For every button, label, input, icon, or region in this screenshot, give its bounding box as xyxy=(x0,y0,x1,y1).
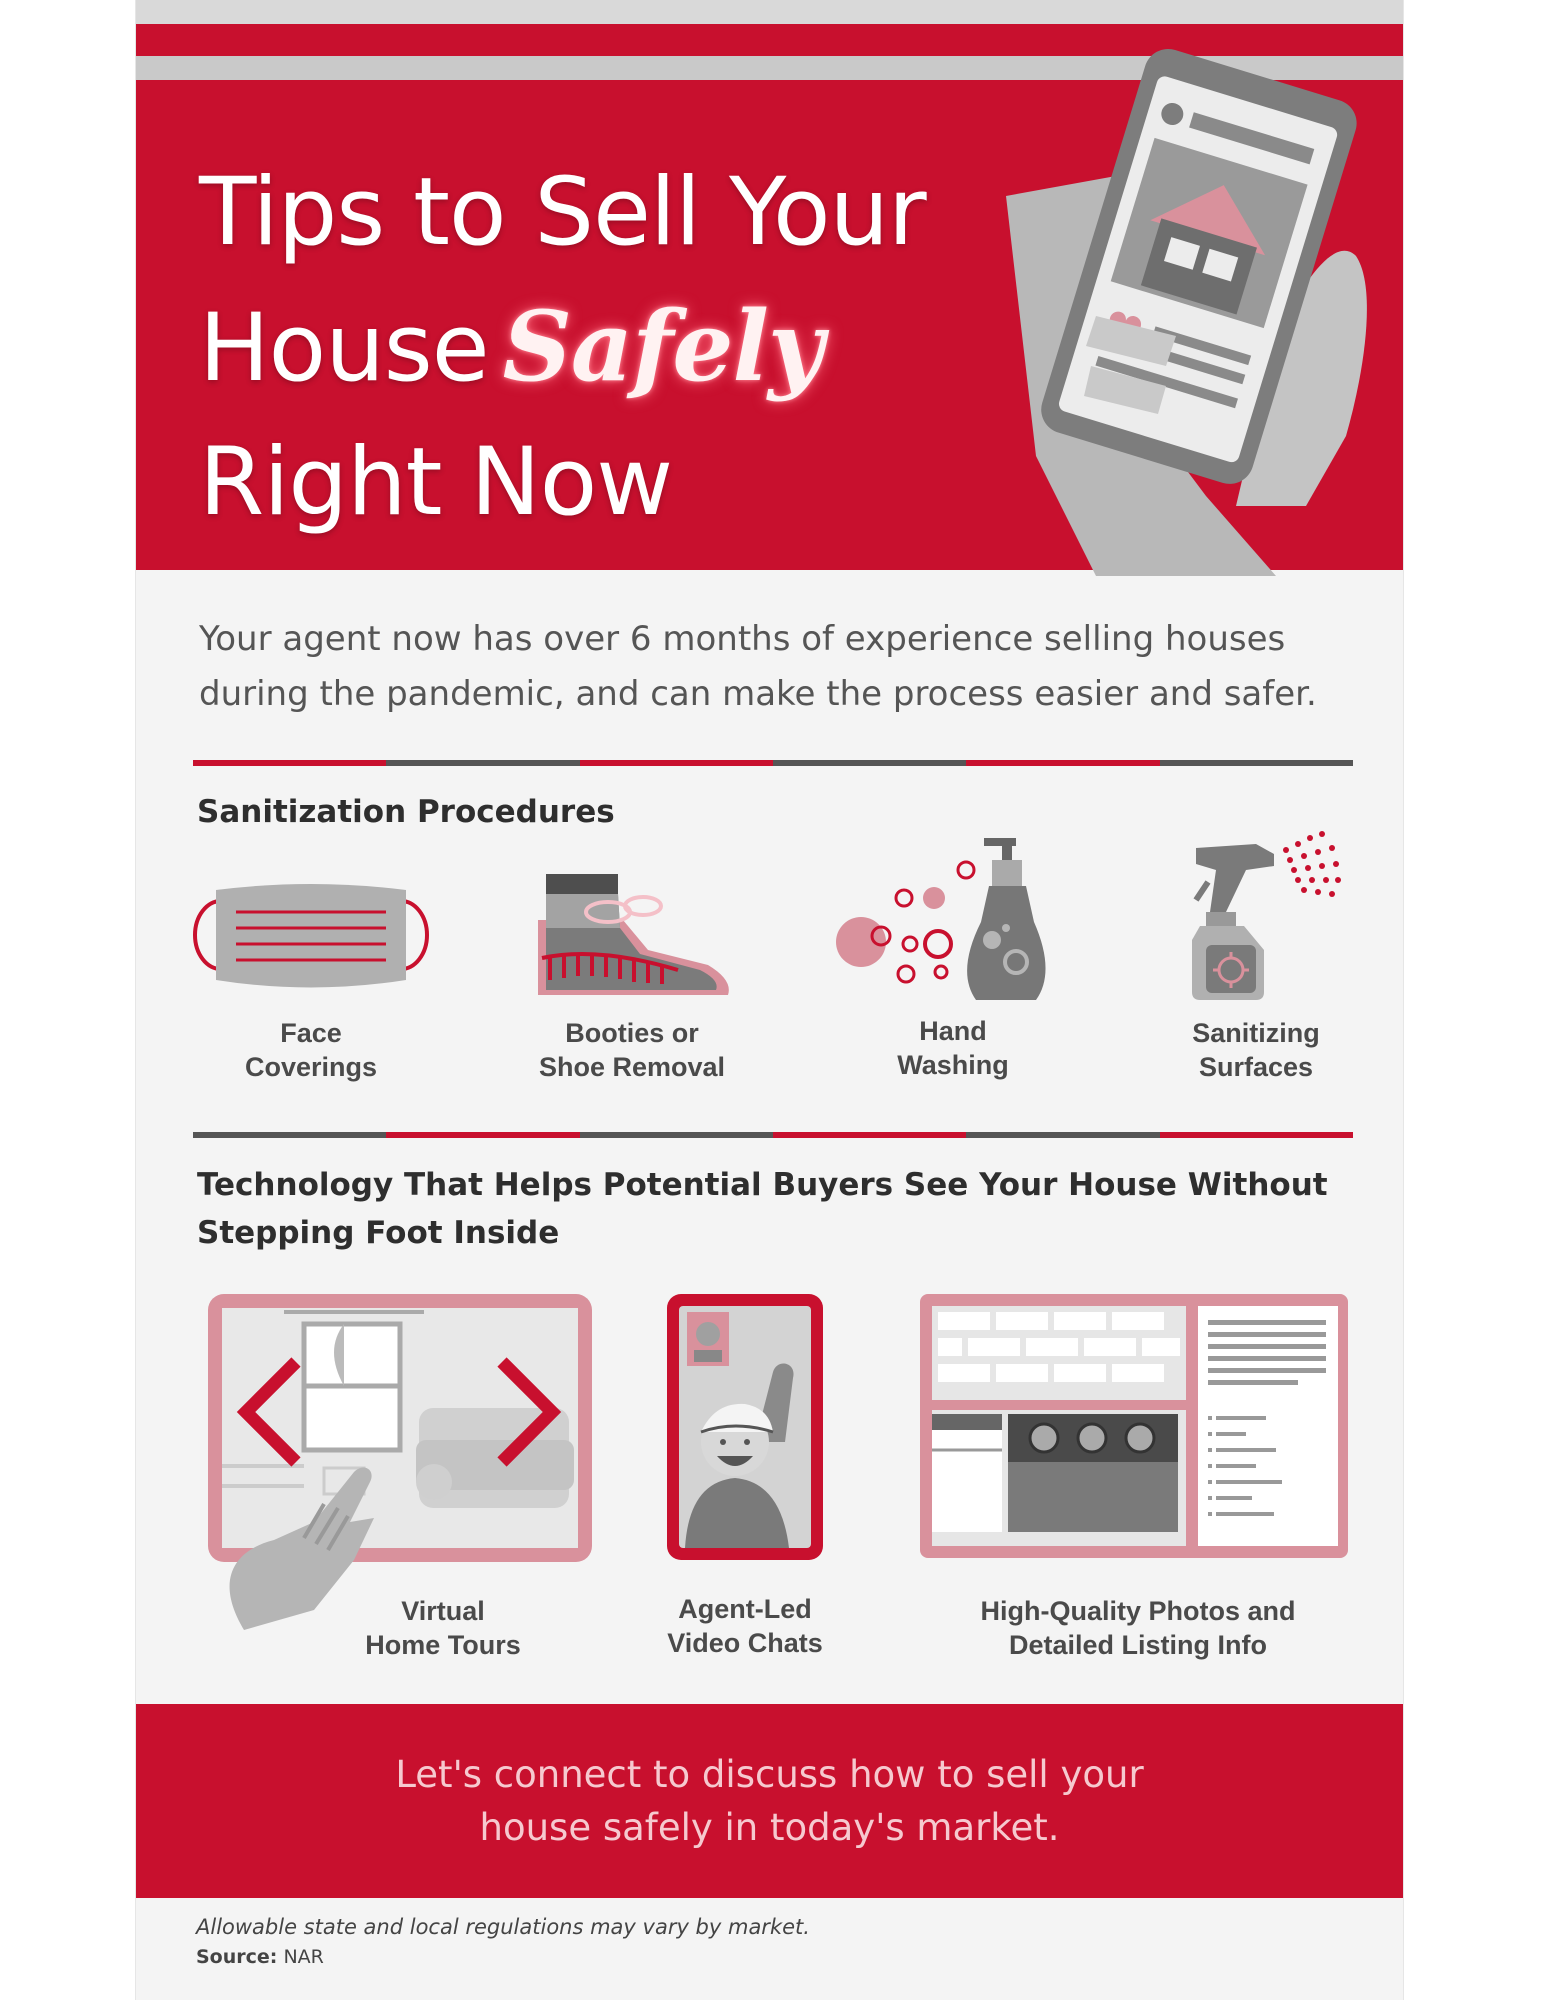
spray-bottle-icon xyxy=(1186,820,1346,1005)
shoe-bootie-icon xyxy=(528,870,738,1005)
hero-banner xyxy=(136,80,1403,570)
intro-line-1: Your agent now has over 6 months of experience selling houses xyxy=(199,619,1286,659)
regulation-note: Allowable state and local regulations may vary by market. xyxy=(196,1915,810,1939)
caption-video-chats xyxy=(610,1592,880,1660)
caption-line-2: Video Chats xyxy=(667,1628,823,1658)
cta-text xyxy=(136,1748,1403,1854)
soap-dispenser-icon xyxy=(826,832,1056,1004)
caption-line-2: Detailed Listing Info xyxy=(1008,1630,1267,1660)
caption-sanitizing-surfaces xyxy=(1121,1016,1391,1084)
title-line-1: Tips to Sell Your xyxy=(199,158,926,267)
source-label: Source: xyxy=(196,1946,278,1968)
technology-title-line-1: Technology That Helps Potential Buyers See Your House Without xyxy=(197,1167,1328,1203)
technology-title xyxy=(197,1161,1357,1257)
section-divider-2 xyxy=(193,1132,1353,1138)
cta-line-1: Let's connect to discuss how to sell your xyxy=(395,1753,1144,1796)
caption-line-1: Booties or xyxy=(565,1018,699,1048)
intro-line-2: during the pandemic, and can make the process easier and safer. xyxy=(199,674,1317,714)
caption-line-1: Sanitizing xyxy=(1192,1018,1320,1048)
caption-line-1: Agent-Led xyxy=(678,1594,812,1624)
title-line-2 xyxy=(199,280,926,416)
source-value: NAR xyxy=(283,1946,324,1968)
title-line-2-plain: House xyxy=(199,294,489,403)
source-line xyxy=(196,1946,324,1968)
caption-booties xyxy=(497,1016,767,1084)
intro-paragraph xyxy=(199,612,1349,722)
caption-hand-washing xyxy=(818,1014,1088,1082)
caption-line-2: Washing xyxy=(897,1050,1009,1080)
page-title xyxy=(199,146,926,550)
caption-line-1: Virtual xyxy=(401,1596,485,1626)
section-divider-1 xyxy=(193,760,1353,766)
caption-line-1: High-Quality Photos and xyxy=(980,1596,1296,1626)
title-script-word: Safely xyxy=(502,290,823,403)
caption-listing-info xyxy=(978,1594,1298,1662)
caption-line-2: Shoe Removal xyxy=(538,1052,726,1082)
listing-photos-icon xyxy=(916,1290,1351,1562)
caption-line-1: Hand xyxy=(919,1016,987,1046)
sanitization-title: Sanitization Procedures xyxy=(197,794,615,830)
video-chat-phone-icon xyxy=(665,1292,825,1562)
face-mask-icon xyxy=(191,880,431,1000)
top-grey-strip xyxy=(136,0,1403,24)
title-line-3: Right Now xyxy=(199,428,673,537)
caption-line-2: Coverings xyxy=(244,1052,378,1082)
caption-virtual-tours xyxy=(308,1594,578,1662)
technology-title-line-2: Stepping Foot Inside xyxy=(197,1215,560,1251)
caption-line-2: Surfaces xyxy=(1198,1052,1314,1082)
infographic-page xyxy=(136,0,1403,2000)
caption-line-2: Home Tours xyxy=(365,1630,521,1660)
hand-holding-phone-icon xyxy=(976,36,1396,576)
cta-line-2: house safely in today's market. xyxy=(479,1806,1060,1849)
caption-line-1: Face xyxy=(280,1018,342,1048)
caption-face-coverings xyxy=(176,1016,446,1084)
virtual-tour-tablet-icon xyxy=(204,1290,604,1640)
